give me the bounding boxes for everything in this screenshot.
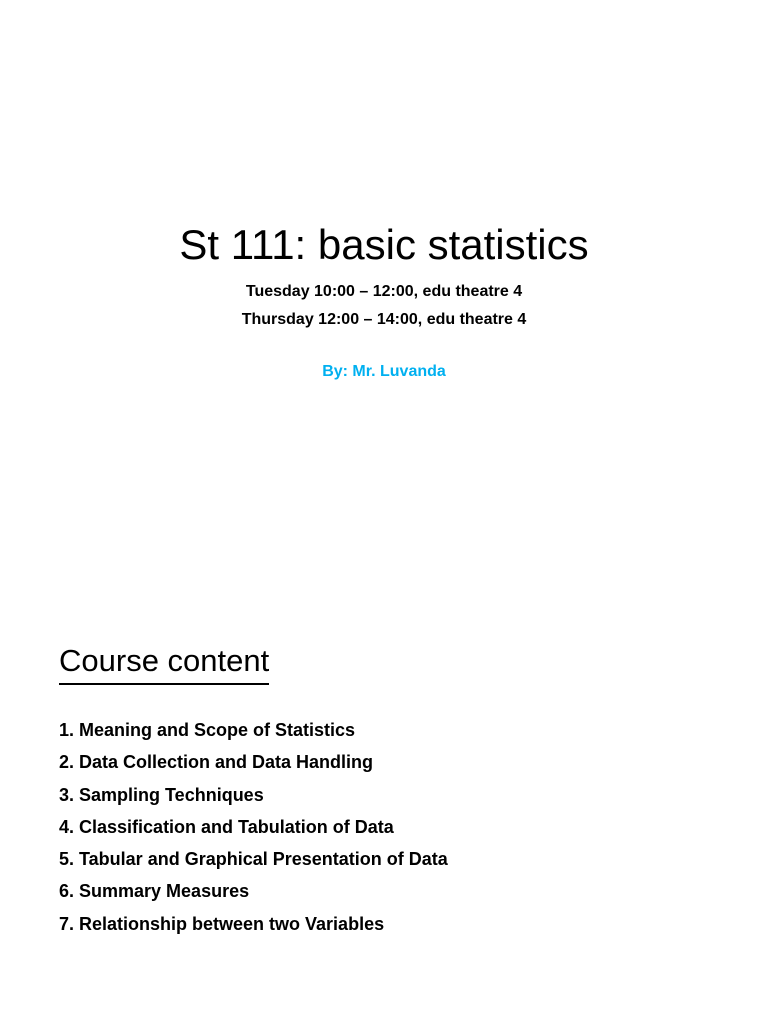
topic-item: 7. Relationship between two Variables — [59, 913, 385, 934]
slide-title: St 111: basic statistics — [179, 221, 589, 268]
topic-list — [59, 714, 448, 940]
content-slide — [0, 600, 768, 1024]
author-name: By: Mr. Luvanda — [322, 363, 446, 380]
topic-item: 5. Tabular and Graphical Presentation of Data — [59, 849, 448, 870]
schedule-line-tuesday: Tuesday 10:00 – 12:00, edu theatre 4 — [245, 283, 523, 300]
topic-item: 4. Classification and Tabulation of Data — [59, 816, 394, 837]
topic-item: 3. Sampling Techniques — [59, 784, 264, 805]
topic-item: 1. Meaning and Scope of Statistics — [59, 720, 356, 740]
schedule-line-thursday: Thursday 12:00 – 14:00, edu theatre 4 — [241, 311, 527, 328]
section-heading: Course content — [59, 641, 269, 685]
topic-item: 6. Summary Measures — [59, 881, 250, 902]
topic-item: 2. Data Collection and Data Handling — [59, 752, 374, 773]
